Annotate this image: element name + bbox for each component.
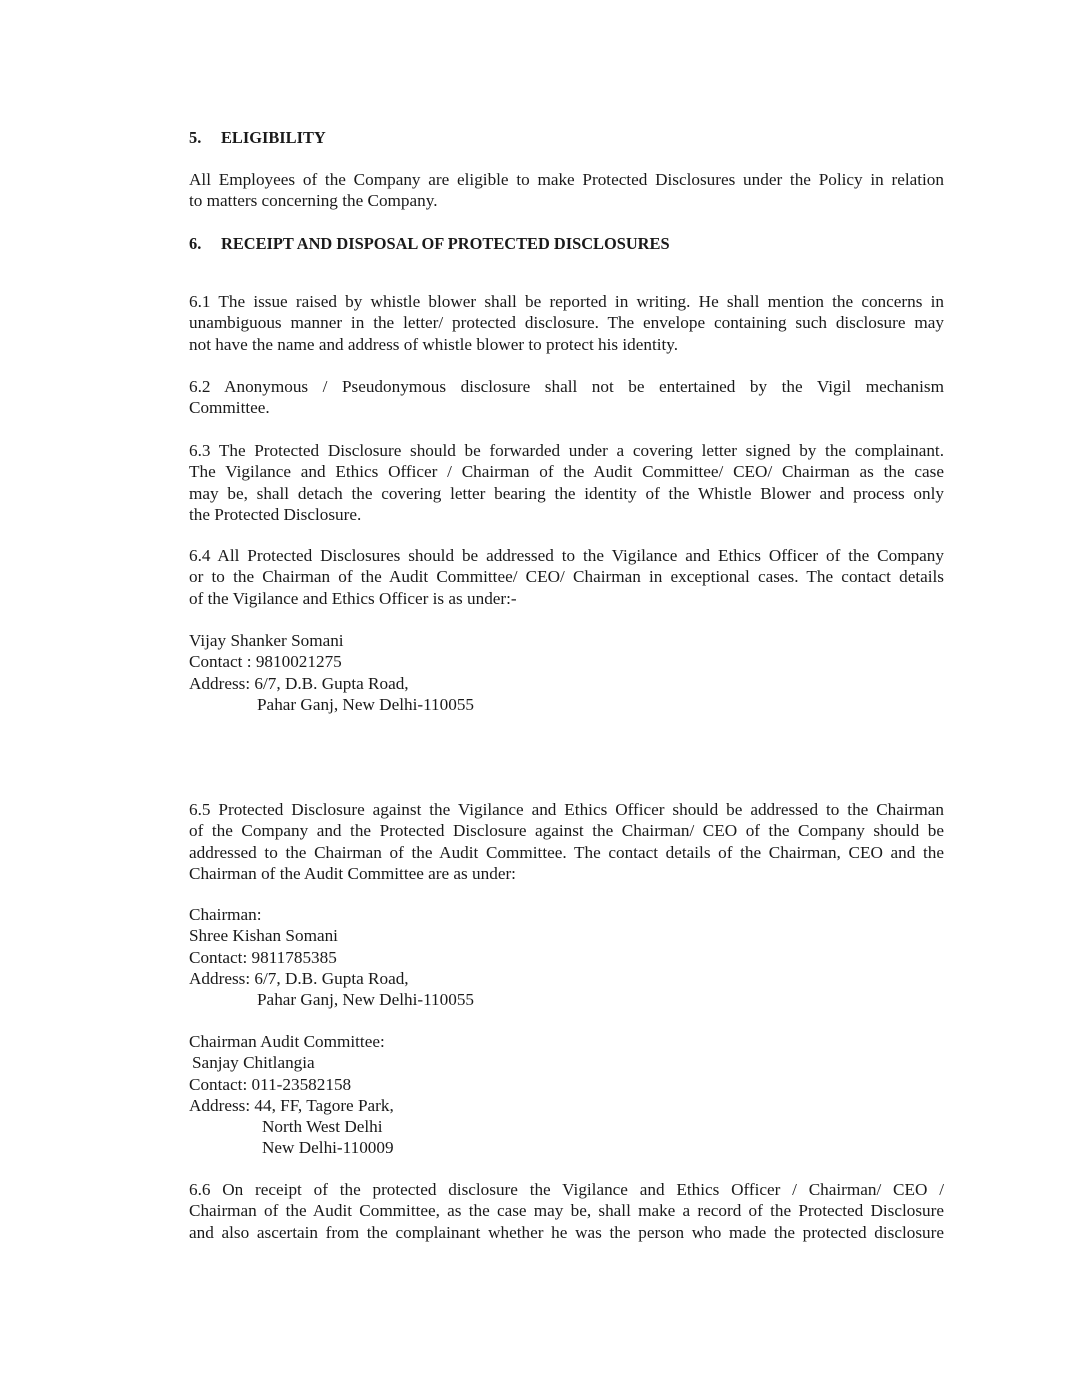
contact-name: Vijay Shanker Somani	[189, 631, 344, 650]
section-number: 5.	[189, 128, 202, 147]
contact-phone: Contact : 9810021275	[189, 652, 342, 672]
paragraph-line: and also ascertain from the complainant whether he was the person who made the protected disclosure	[189, 1222, 944, 1242]
contact-address-line: Address: 6/7, D.B. Gupta Road,	[189, 673, 409, 693]
contact-name: Shree Kishan Somani	[189, 926, 338, 946]
contact-label: Chairman Audit Committee:	[189, 1032, 385, 1051]
paragraph-line: or to the Chairman of the Audit Committee/ CEO/ Chairman in exceptional cases. The contact details	[189, 567, 944, 587]
contact-address-line: New Delhi-110009	[262, 1138, 394, 1158]
section-title: RECEIPT AND DISPOSAL OF PROTECTED DISCLOSURES	[221, 234, 670, 253]
contact-address-line: Address: 44, FF, Tagore Park,	[189, 1095, 394, 1115]
paragraph-line: Chairman of the Audit Committee are as under:	[189, 863, 516, 883]
paragraph-line: not have the name and address of whistle blower to protect his identity.	[189, 334, 679, 354]
contact-name: Sanjay Chitlangia	[192, 1053, 315, 1073]
paragraph-line: The Vigilance and Ethics Officer / Chairman of the Audit Committee/ CEO/ Chairman as the case	[189, 462, 944, 482]
contact-address-line: Address: 6/7, D.B. Gupta Road,	[189, 968, 409, 988]
contact-phone: Contact: 9811785385	[189, 947, 337, 967]
paragraph-line: 6.6 On receipt of the protected disclosure the Vigilance and Ethics Officer / Chairman/ CEO /	[189, 1180, 944, 1199]
paragraph-line: to matters concerning the Company.	[189, 191, 438, 211]
paragraph-line: 6.3 The Protected Disclosure should be forwarded under a covering letter signed by the complainant.	[189, 441, 944, 460]
clause-6-1	[189, 291, 944, 355]
paragraph-line: 6.2 Anonymous / Pseudonymous disclosure shall not be entertained by the Vigil mechanism	[189, 377, 944, 396]
clause-6-6	[189, 1179, 944, 1243]
paragraph-line: the Protected Disclosure.	[189, 504, 362, 524]
audit-committee-chairman-contact	[189, 1031, 944, 1159]
paragraph-line: Chairman of the Audit Committee, as the case may be, shall make a record of the Protected Disclosure	[189, 1201, 944, 1221]
section-title: ELIGIBILITY	[221, 128, 326, 147]
paragraph-line: of the Company and the Protected Disclosure against the Chairman/ CEO of the Company should be	[189, 821, 944, 841]
paragraph-line: Committee.	[189, 398, 270, 418]
clause-6-2	[189, 376, 944, 419]
section-number: 6.	[189, 234, 202, 253]
contact-address-line: Pahar Ganj, New Delhi-110055	[257, 694, 475, 714]
paragraph-line: of the Vigilance and Ethics Officer is as under:-	[189, 588, 517, 608]
contact-address-line: Pahar Ganj, New Delhi-110055	[257, 990, 475, 1010]
vigilance-officer-contact	[189, 630, 944, 715]
clause-6-5	[189, 799, 944, 884]
paragraph-line: 6.1 The issue raised by whistle blower shall be reported in writing. He shall mention the concerns in	[189, 292, 944, 311]
contact-label: Chairman:	[189, 905, 262, 924]
clause-6-3	[189, 440, 944, 525]
section-heading-receipt	[189, 233, 944, 254]
paragraph-line: unambiguous manner in the letter/ protected disclosure. The envelope containing such disclosure may	[189, 313, 944, 333]
eligibility-paragraph	[189, 169, 944, 212]
clause-6-4	[189, 545, 944, 609]
paragraph-line: may be, shall detach the covering letter bearing the identity of the Whistle Blower and process only	[189, 483, 944, 503]
paragraph-line: All Employees of the Company are eligible to make Protected Disclosures under the Policy in relation	[189, 170, 944, 189]
chairman-contact	[189, 904, 944, 1010]
contact-phone: Contact: 011-23582158	[189, 1074, 352, 1094]
paragraph-line: 6.5 Protected Disclosure against the Vigilance and Ethics Officer should be addressed to the Chairman	[189, 800, 944, 819]
contact-address-line: North West Delhi	[262, 1117, 383, 1137]
paragraph-line: 6.4 All Protected Disclosures should be addressed to the Vigilance and Ethics Officer of the Company	[189, 546, 944, 565]
paragraph-line: addressed to the Chairman of the Audit Committee. The contact details of the Chairman, CEO and the	[189, 842, 944, 862]
section-heading-eligibility	[189, 127, 944, 148]
